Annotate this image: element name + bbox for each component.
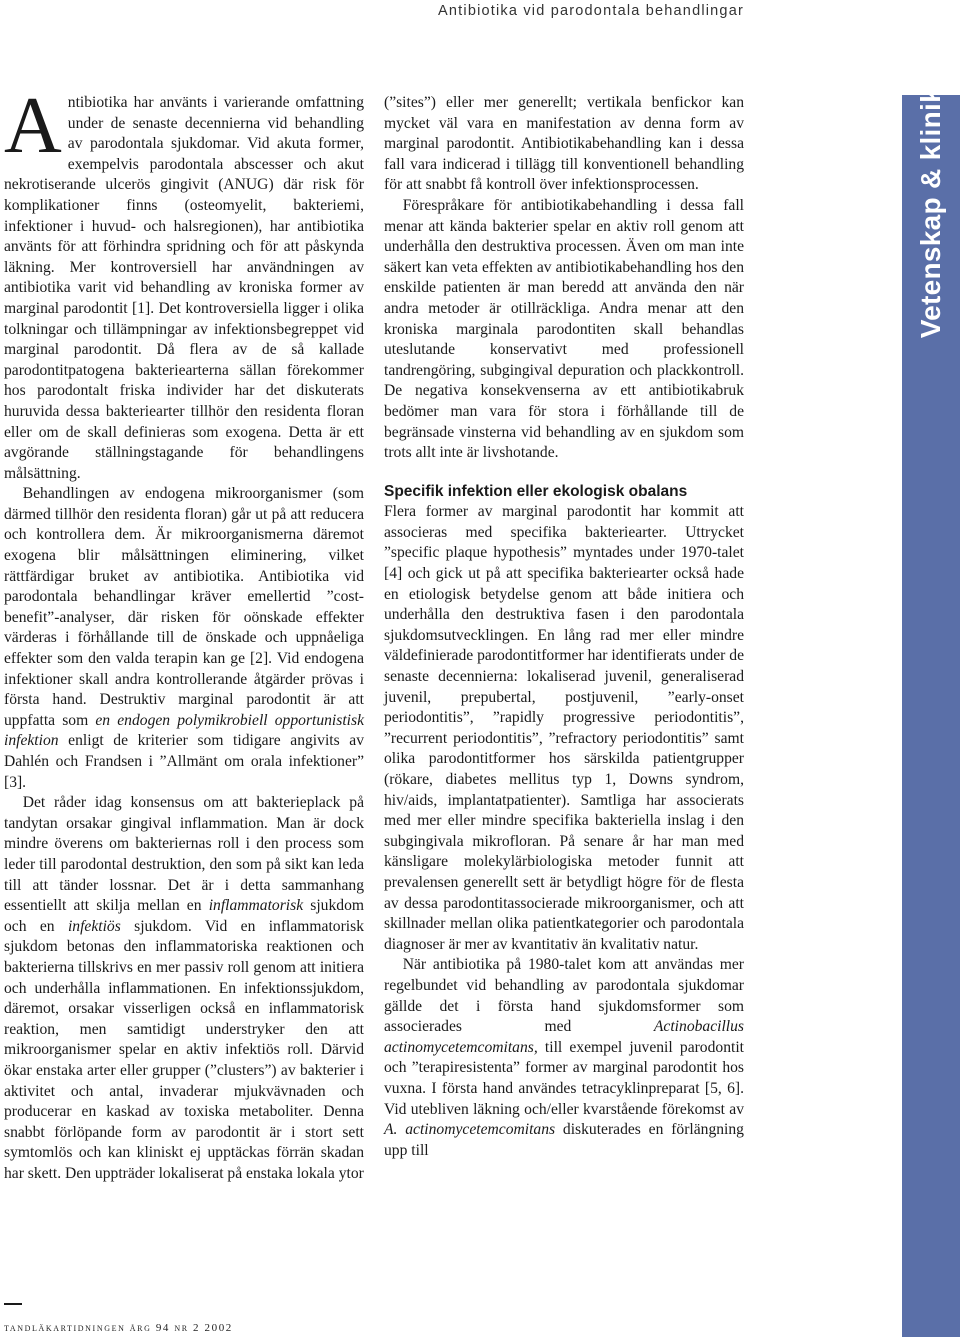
drop-cap: A <box>4 82 62 170</box>
italic-term: Actinobacillus actinomycetemcomitans, <box>384 1018 744 1056</box>
paragraph-intro-text: ntibiotika har använts i varierande omfattning under de senaste decennierna vid behandling av parodontala sjukdomar. Vid akuta former, exempelvis parodontala abscesser och akut nekrotiserande ulcerös gingivit (ANUG) där risk för komplikationer finns (osteomyelit, bakteriemi, infektioner i huvud- och halsregionen), har antibiotika använts för att förhindra spridning och för att påskynda läkning. Mer kontroversiell har användningen av antibiotika varit vid behandling av kroniska former av marginal parodontit [1]. Det kontroversiella ligger i olika tolkningar och tillämpningar av infektionsbegreppet vid marginal parodontit. Då flera av de så kallade parodontitpatogena bakteriearterna sällan förekommer hos parodontalt friska individer har det diskuterats huruvida dessa bakteriearter tillhör den residenta floran eller om de skall definieras som exogena. Detta är ett avgörande ställningstagande för behandlingens målsättning. <box>4 94 364 482</box>
paragraph-intro <box>4 82 364 484</box>
italic-term: en endogen polymikrobiell opportunistisk infektion <box>4 711 364 750</box>
italic-term: infektiös <box>67 917 121 935</box>
paragraph-consensus: Det råder idag konsensus om att bakterieplack på tandytan orsakar gingival inflammation. Man är dock mindre överens om bakteriernas roll i den process som leder till parodontal destruktion, den som på sikt kan leda till att tänder lossnar. Det är i detta sammanhang essentiellt att skilja mellan en inflammatorisk sjukdom och en infektiös sjukdom. Vid en inflammatorisk sjukdom betonas den inflammatoriska reaktionen och bakterierna tillskrivs en mer passiv roll genom att initiera och underhålla inflammationen. En infektionssjukdom, däremot, orsakar visserligen också en inflammatorisk reaktion, men samtidigt understryker den att mikroorganismer spelar en aktiv infektiös roll. Därvid ökar enstaka arter eller grupper (”clusters”) av bakterier i aktivitet och antal, invaderar mjukvävnaden och producerar en kaskad av toxiska metaboliter. Denna snabbt förlöpande form av parodontit är i stort sett symtomlös och kan kliniskt ej upptäckas förrän skadan har skett. Den uppträder lokaliserat på enstaka lokala ytor <box>4 794 365 1182</box>
footer-rule <box>4 1303 22 1305</box>
section-label-text: Vetenskap & klinik <box>915 87 946 339</box>
journal-footer: tandläkartidningen årg 94 nr 2 2002 <box>4 1322 233 1334</box>
paragraph-sites: (”sites”) eller mer generellt; vertikala benfickor kan mycket väl vara en manifestation av denna form av marginal parodontit. Antibiotikabehandling kan i dessa fall vara indicerad i tillägg till konventionell behandling för att snabbt få kontroll över infektionsprocessen. <box>384 94 744 194</box>
paragraph-1980s: När antibiotika på 1980-talet kom att användas mer regelbundet vid behandling av parodontala sjukdomar gällde det i första hand sjukdomsformer som associerades med Actinobacillus actinomycetemcomitans, till exempel juvenil parodontit och ”terapiresistenta” former av marginal parodontit hos vuxna. I första hand användes tetracyklinpreparat [5, 6]. Vid utebliven läkning och/eller kvarstående förekomst av A. actinomycetemcomitans diskuterades en förlängning upp till <box>384 956 744 1159</box>
italic-term: A. actinomycetemcomitans <box>384 1121 556 1139</box>
left-column <box>4 82 365 1184</box>
paragraph-specific-bacteria: Flera former av marginal parodontit har kommit att associeras med specifika bakteriearter. Uttrycket ”specific plaque hypothesis” myntades under 1970-talet [4] och gick ut på att specifika bakteriearter också hade en etiologisk betydelse genom att både initiera och underhålla den destruktiva fasen i den parodontala sjukdomsutvecklingen. En lång rad mer eller mindre väldefinierade parodontitformer har identifierats under de senaste decennierna: lokaliserad juvenil, generaliserad juvenil, prepubertal, postjuvenil, ”early-onset periodontitis”, ”rapidly progressive periodontitis”, ”recurrent periodontitis”, ”refractory periodontitis” samt olika parodontitformer hos särskilda patientgrupper (rökare, diabetes mellitus typ 1, Downs syndrom, hiv/aids, implantatpatienter). Samtliga har associerats med mer eller mindre specifika bakteriella inslag i den subgingivala mikrofloran. På senare år har man med känsligare molekylärbiologiska metoder funnit att prevalensen generellt sett är betydligt högre för de flesta av dessa parodontitassocierade mikroorganismer, och att skillnader mellan olika patientkategorier och parodontala diagnoser är mer av kvantitativ än kvalitativ natur. <box>384 503 744 953</box>
italic-term: inflammatorisk <box>208 897 304 915</box>
paragraph-proponents: Förespråkare för antibiotikabehandling i dessa fall menar att kända bakterier spelar en aktiv roll genom att underhålla den destruktiva processen. Även om man inte säkert kan veta effekten av antibiotikabehandling hos den enskilde patienten är man beredd att använda den när andra metoder är otillräckliga. Andra menar att den kroniska marginala parodontiten skall behandlas uteslutande konservativt med professionell tandrengöring, subgingival depuration och plackkontroll. De negativa konsekvenserna av ett antibiotikabruk bedömer man vara för stora i förhållande till de begränsade vinsterna vid behandling av en sjukdom som trots allt inte är livshotande. <box>384 196 744 462</box>
paragraph-endogenous: Behandlingen av endogena mikroorganismer (som därmed tillhör den residenta floran) går ut på att reducera och kontrollera dem. Är mikroorganismerna däremot exogena blir målsättningen eliminering, vilket rättfärdigar bruket av antibiotika. Antibiotika vid parodontala behandlingar kräver emellertid ”cost-benefit”-analyser, där risken för oönskade effekter värderas i förhållande till de önskade och uppnåeliga effekter som den valda terapin kan ge [2]. Vid endogena infektioner skall andra kontrollerande åtgärder prövas i första hand. Destruktiv marginal parodontit är att uppfatta som en endogen polymikrobiell opportunistisk infektion enligt de kriterier som tidigare angivits av Dahlén och Frandsen i ”Allmänt om orala infektioner” [3]. <box>4 485 364 791</box>
right-column <box>384 93 744 1161</box>
running-header: Antibiotika vid parodontala behandlingar <box>438 3 744 19</box>
section-label <box>906 87 956 339</box>
section-subheading: Specifik infektion eller ekologisk obalans <box>384 482 688 500</box>
